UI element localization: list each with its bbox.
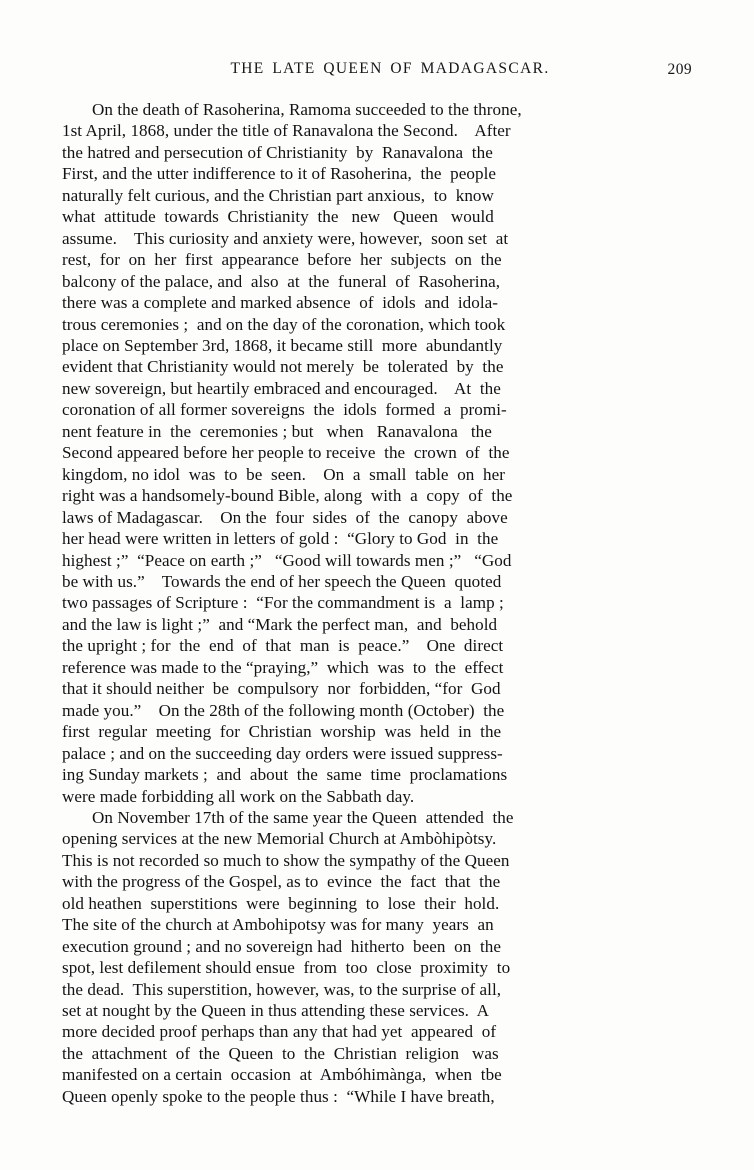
text-line: were made forbidding all work on the Sabbath day. bbox=[62, 786, 415, 806]
text-line: assume. This curiosity and anxiety were, however, soon set at bbox=[62, 228, 509, 248]
text-line: highest ;” “Peace on earth ;” “Good will towards men ;” “God bbox=[62, 550, 512, 570]
text-line: old heathen superstitions were beginning to lose their hold. bbox=[62, 893, 500, 913]
text-line: be with us.” Towards the end of her speech the Queen quoted bbox=[62, 571, 502, 591]
text-line: the hatred and persecution of Christianity by Ranavalona the bbox=[62, 142, 493, 162]
text-line: coronation of all former sovereigns the idols formed a promi- bbox=[62, 400, 507, 420]
text-line: kingdom, no idol was to be seen. On a small table on her bbox=[62, 464, 506, 484]
text-line: that it should neither be compulsory nor forbidden, “for God bbox=[62, 679, 501, 699]
paragraph-2 bbox=[62, 807, 691, 1107]
text-line: palace ; and on the succeeding day orders were issued suppress- bbox=[62, 743, 503, 763]
text-line: On the death of Rasoherina, Ramoma succeeded to the throne, bbox=[92, 100, 522, 119]
text-line: her head were written in letters of gold : “Glory to God in the bbox=[62, 529, 499, 549]
text-line: rest, for on her first appearance before her subjects on the bbox=[62, 250, 502, 270]
running-head-title: THE LATE QUEEN OF MADAGASCAR. bbox=[230, 60, 550, 77]
text-line: This is not recorded so much to show the sympathy of the Queen bbox=[62, 850, 510, 870]
text-line: the dead. This superstition, however, was, to the surprise of all, bbox=[62, 979, 502, 999]
text-line: ing Sunday markets ; and about the same time proclamations bbox=[62, 765, 508, 785]
text-line: right was a handsomely-bound Bible, along with a copy of the bbox=[62, 486, 513, 506]
text-line: manifested on a certain occasion at Ambóhimànga, when tbe bbox=[62, 1065, 502, 1085]
text-line: made you.” On the 28th of the following month (October) the bbox=[62, 700, 505, 720]
text-line: First, and the utter indifference to it of Rasoherina, the people bbox=[62, 164, 497, 184]
paragraph-1 bbox=[62, 99, 691, 807]
text-line: naturally felt curious, and the Christian part anxious, to know bbox=[62, 185, 494, 205]
text-line: new sovereign, but heartily embraced and encouraged. At the bbox=[62, 378, 501, 398]
text-line: more decided proof perhaps than any that had yet appeared of bbox=[62, 1022, 497, 1042]
text-line: evident that Christianity would not merely be tolerated by the bbox=[62, 357, 504, 377]
text-line: and the law is light ;” and “Mark the perfect man, and behold bbox=[62, 614, 498, 634]
running-head bbox=[62, 60, 692, 84]
text-line: reference was made to the “praying,” which was to the effect bbox=[62, 657, 504, 677]
text-line: execution ground ; and no sovereign had hitherto been on the bbox=[62, 936, 501, 956]
text-line: The site of the church at Ambohipotsy was for many years an bbox=[62, 915, 494, 935]
text-line: two passages of Scripture : “For the commandment is a lamp ; bbox=[62, 593, 504, 613]
text-line: trous ceremonies ; and on the day of the coronation, which took bbox=[62, 314, 506, 334]
text-line: place on September 3rd, 1868, it became still more abundantly bbox=[62, 335, 503, 355]
text-line: balcony of the palace, and also at the funeral of Rasoherina, bbox=[62, 271, 501, 291]
text-line: first regular meeting for Christian worship was held in the bbox=[62, 722, 502, 742]
text-line: what attitude towards Christianity the new Queen would bbox=[62, 207, 494, 227]
text-line: laws of Madagascar. On the four sides of the canopy above bbox=[62, 507, 508, 527]
text-line: with the progress of the Gospel, as to evince the fact that the bbox=[62, 872, 501, 892]
text-line: opening services at the new Memorial Church at Ambòhipòtsy. bbox=[62, 829, 497, 849]
text-line: On November 17th of the same year the Queen attended the bbox=[92, 807, 514, 827]
text-line: spot, lest defilement should ensue from too close proximity to bbox=[62, 958, 511, 978]
body-text-block bbox=[62, 99, 691, 1107]
text-line: Queen openly spoke to the people thus : “While I have breath, bbox=[62, 1086, 495, 1106]
text-line: the upright ; for the end of that man is peace.” One direct bbox=[62, 636, 504, 656]
text-line: 1st April, 1868, under the title of Ranavalona the Second. After bbox=[62, 121, 511, 141]
text-line: the attachment of the Queen to the Christian religion was bbox=[62, 1043, 499, 1063]
text-line: set at nought by the Queen in thus attending these services. A bbox=[62, 1001, 490, 1021]
page-number: 209 bbox=[667, 61, 692, 78]
text-line: Second appeared before her people to receive the crown of the bbox=[62, 443, 510, 463]
text-line: there was a complete and marked absence of idols and idola- bbox=[62, 293, 499, 313]
text-line: nent feature in the ceremonies ; but when Ranavalona the bbox=[62, 421, 492, 441]
